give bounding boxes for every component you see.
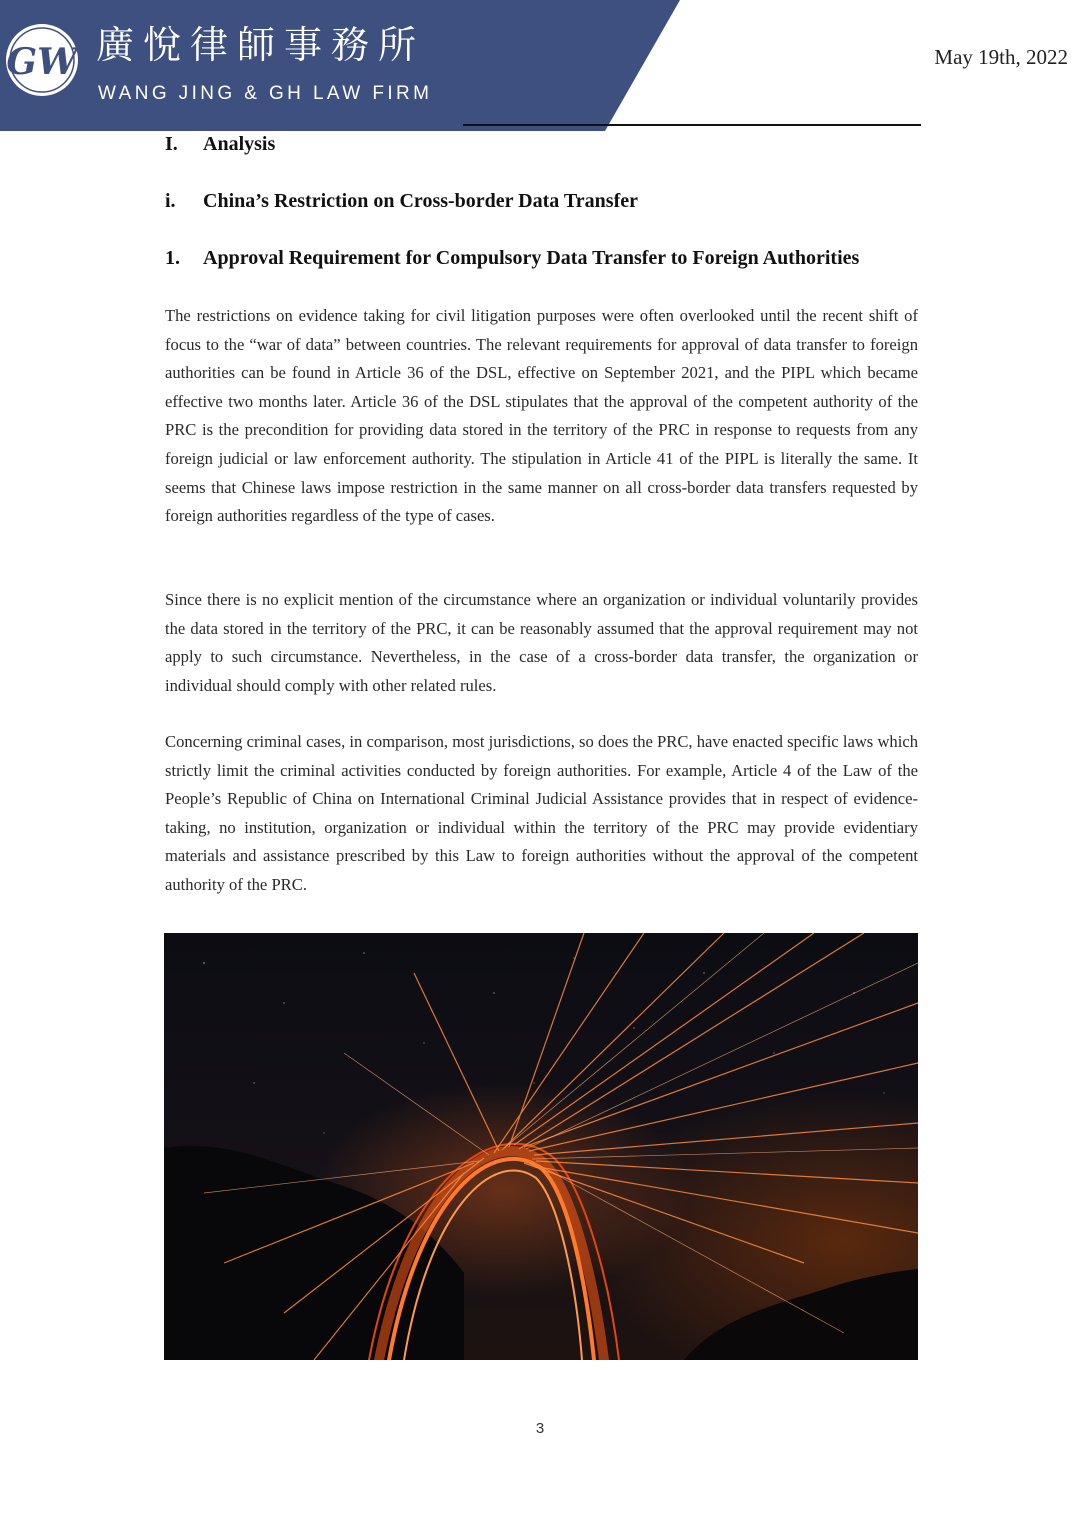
page-number: 3 bbox=[535, 1420, 545, 1437]
body-paragraph-2: Since there is no explicit mention of the circumstance where an organization or individual voluntarily provides the data stored in the territory of the PRC, it can be reasonably assumed that the approval requirement may not apply to such circumstance. Nevertheless, in the case of a cross-border data transfer, the organization or individual should comply with other related rules. bbox=[165, 590, 918, 695]
heading-number: 1. bbox=[165, 247, 180, 269]
header-rule bbox=[463, 124, 921, 126]
logo-letters: GW bbox=[6, 41, 78, 83]
heading-level-1 bbox=[165, 133, 275, 156]
heading-text: Analysis bbox=[203, 133, 276, 155]
heading-level-3 bbox=[165, 247, 859, 270]
heading-level-2 bbox=[165, 190, 638, 213]
firm-name-english: WANG JING & GH LAW FIRM bbox=[98, 83, 433, 104]
heading-text: China’s Restriction on Cross-border Data Transfer bbox=[203, 190, 638, 212]
body-paragraph-1: The restrictions on evidence taking for civil litigation purposes were often overlooked until the recent shift of focus to the “war of data” between countries. The relevant requirements for approval of data transfer to foreign authorities can be found in Article 36 of the DSL, effective on September 2021, and the PIPL which became effective two months later. Article 36 of the DSL stipulates that the approval of the competent authority of the PRC is the precondition for providing data stored in the territory of the PRC in response to requests from any foreign judicial or law enforcement authority. The stipulation in Article 41 of the PIPL is literally the same. It seems that Chinese laws impose restriction in the same manner on all cross-border data transfers requested by foreign authorities regardless of the type of cases. bbox=[165, 306, 918, 526]
heading-text: Approval Requirement for Compulsory Data Transfer to Foreign Authorities bbox=[203, 247, 860, 269]
firm-logo-icon bbox=[2, 20, 82, 100]
heading-number: i. bbox=[165, 190, 176, 212]
body-paragraph-3: Concerning criminal cases, in comparison, most jurisdictions, so does the PRC, have enacted specific laws which strictly limit the criminal activities conducted by foreign authorities. For example, Article 4 of the Law of the People’s Republic of China on International Criminal Judicial Assistance provides that in respect of evidence-taking, no institution, organization or individual within the territory of the PRC may provide evidentiary materials and assistance prescribed by this Law to foreign authorities without the approval of the competent authority of the PRC. bbox=[165, 732, 918, 894]
firm-name-chinese: 廣悅律師事務所 bbox=[96, 23, 426, 67]
document-date: May 19th, 2022 bbox=[934, 45, 1068, 69]
heading-number: I. bbox=[165, 133, 178, 155]
light-painting-photo bbox=[164, 933, 918, 1360]
